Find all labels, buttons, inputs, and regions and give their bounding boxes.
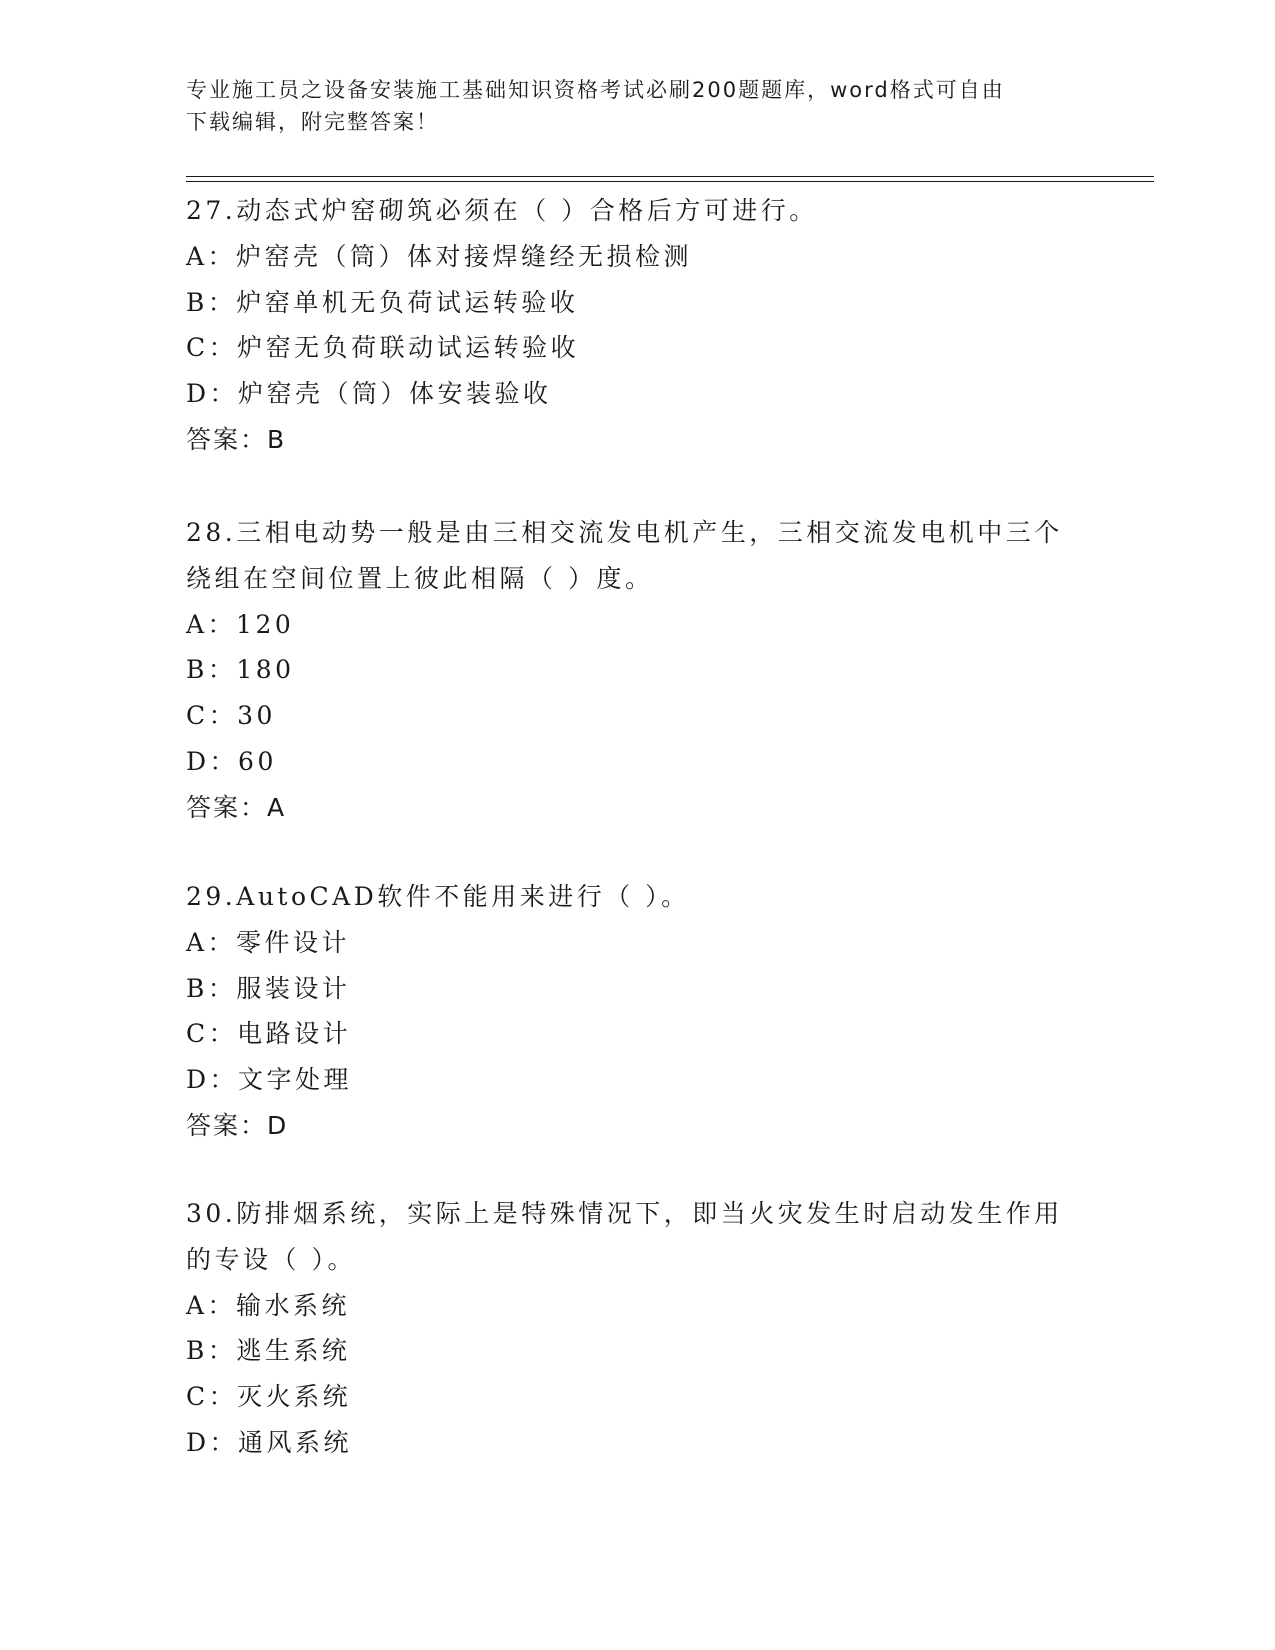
option-d: D：通风系统 (186, 1427, 353, 1457)
option-d: D：炉窑壳（筒）体安装验收 (186, 379, 552, 409)
option-a: A：零件设计 (186, 927, 351, 957)
option-a: A：炉窑壳（筒）体对接焊缝经无损检测 (186, 241, 693, 271)
question-stem: 28.三相电动势一般是由三相交流发电机产生，三相交流发电机中三个绕组在空间位置上彼此相隔（ ）度。 (186, 518, 1063, 593)
option-d: D：文字处理 (186, 1065, 353, 1095)
header-title-line-1: 专业施工员之设备安装施工基础知识资格考试必刷200题题库，word格式可自由 (186, 78, 1005, 102)
question-27 (186, 188, 1086, 463)
header-divider-bottom (186, 181, 1154, 182)
question-28 (186, 510, 1086, 831)
header-title-line-2: 下载编辑，附完整答案！ (186, 110, 439, 134)
answer-line: 答案：B (186, 424, 287, 454)
option-c: C：炉窑无负荷联动试运转验收 (186, 333, 580, 363)
option-c: C：电路设计 (186, 1019, 352, 1049)
option-b: B：炉窑单机无负荷试运转验收 (186, 287, 579, 317)
header-divider-top (186, 176, 1154, 177)
document-header (186, 74, 1086, 138)
answer-line: 答案：A (186, 792, 287, 822)
option-b: B：180 (186, 655, 295, 685)
question-29 (186, 874, 1086, 1149)
option-b: B：服装设计 (186, 973, 351, 1003)
question-30 (186, 1191, 1086, 1466)
option-d: D：60 (186, 746, 277, 776)
question-stem: 30.防排烟系统，实际上是特殊情况下，即当火灾发生时启动发生作用的专设（ ）。 (186, 1199, 1063, 1274)
option-c: C：30 (186, 701, 276, 731)
option-a: A：120 (186, 609, 295, 639)
answer-line: 答案：D (186, 1110, 289, 1140)
question-stem: 29.AutoCAD软件不能用来进行（ ）。 (186, 882, 690, 911)
option-c: C：灭火系统 (186, 1382, 352, 1412)
option-b: B：逃生系统 (186, 1336, 351, 1366)
question-stem: 27.动态式炉窑砌筑必须在（ ）合格后方可进行。 (186, 196, 818, 225)
option-a: A：输水系统 (186, 1290, 351, 1320)
